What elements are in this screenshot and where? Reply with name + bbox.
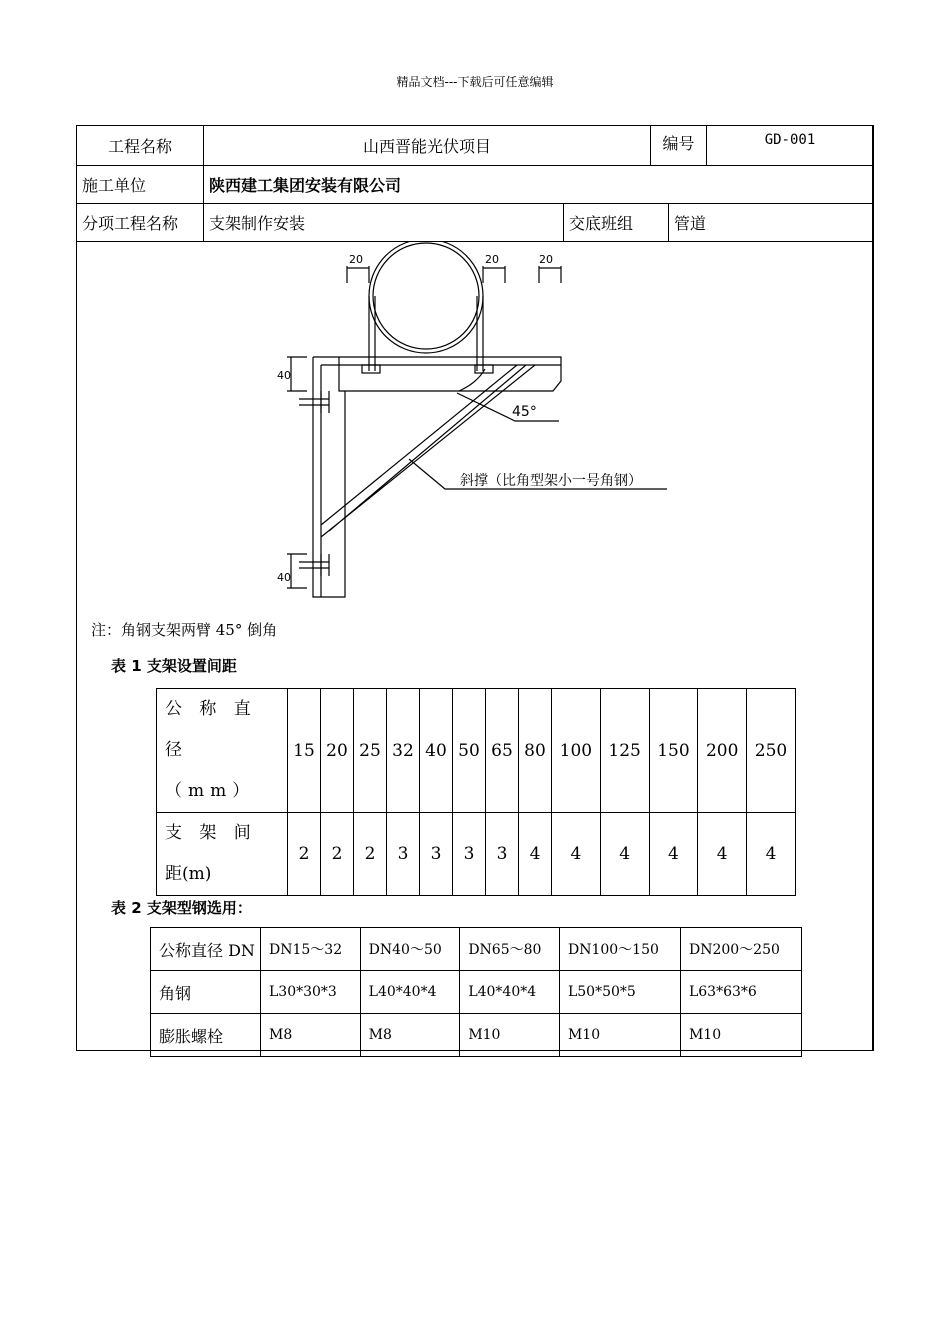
- table1-caption: 表 1 支架设置间距: [111, 657, 237, 675]
- spacing-cell: 2: [321, 813, 354, 896]
- spacing-row: [157, 813, 796, 896]
- expansion-bolt-top: [299, 391, 329, 413]
- table2-cell: L63*63*6: [680, 971, 801, 1014]
- dim-20-c: 20: [539, 253, 553, 266]
- team-label: 交底班组: [564, 203, 669, 241]
- table2-cell: DN40～50: [360, 928, 460, 971]
- steel-selection-table: [150, 927, 802, 1057]
- note-text: 注：角钢支架两臂 45° 倒角: [91, 621, 278, 639]
- expansion-bolt-bottom: [299, 554, 329, 576]
- spacing-cell: 3: [420, 813, 453, 896]
- spacing-cell: 3: [387, 813, 420, 896]
- table2-cell: L30*30*3: [261, 971, 361, 1014]
- code-value: GD-001: [764, 132, 816, 148]
- subproject-value: 支架制作安装: [204, 203, 564, 241]
- table2-cell: DN200～250: [680, 928, 801, 971]
- dim-40-bottom: 40: [277, 571, 291, 584]
- table2-cell: 膨胀螺栓: [151, 1014, 261, 1057]
- u-bolt: [369, 296, 483, 371]
- info-row-project: [77, 126, 872, 166]
- team-value: 管道: [674, 213, 707, 233]
- spacing-cell: 3: [453, 813, 486, 896]
- diameter-cell: 125: [600, 689, 649, 813]
- table2-cell: 公称直径 DN: [151, 928, 261, 971]
- spacing-cell: 2: [354, 813, 387, 896]
- dim-20-b: 20: [485, 253, 499, 266]
- brace-label: 斜撑（比角型架小一号角钢）: [460, 473, 642, 489]
- table2-cell: DN15～32: [261, 928, 361, 971]
- spacing-cell: 3: [486, 813, 519, 896]
- project-value: 山西晋能光伏项目: [204, 126, 651, 165]
- angle-leader: [457, 393, 559, 421]
- spacing-cell: 4: [649, 813, 698, 896]
- info-row-subproject: [77, 203, 872, 242]
- info-row-contractor: [77, 165, 872, 204]
- spacing-cell: 4: [747, 813, 796, 896]
- table2-row-bolt: [151, 1014, 802, 1057]
- spacing-cell: 4: [519, 813, 552, 896]
- subproject-label: 分项工程名称: [77, 203, 204, 241]
- diameter-cell: 50: [453, 689, 486, 813]
- table2-cell: DN65～80: [460, 928, 560, 971]
- diameter-cell: 20: [321, 689, 354, 813]
- spacing-cell: 4: [552, 813, 601, 896]
- spacing-cell: 4: [600, 813, 649, 896]
- spacing-header-line2: 距(m): [165, 864, 212, 884]
- diameter-cell: 80: [519, 689, 552, 813]
- diameter-cell: 32: [387, 689, 420, 813]
- code-label: 编号: [651, 126, 707, 165]
- contractor-label: 施工单位: [77, 165, 204, 203]
- project-label: 工程名称: [77, 126, 204, 165]
- diameter-header-line3: （mm）: [165, 781, 256, 801]
- diameter-cell: 150: [649, 689, 698, 813]
- dim-40-top: 40: [277, 369, 291, 382]
- table2-cell: DN100～150: [559, 928, 680, 971]
- spacing-cell: 2: [288, 813, 321, 896]
- table2-cell: 角钢: [151, 971, 261, 1014]
- diameter-row: [157, 689, 796, 813]
- diameter-cell: 250: [747, 689, 796, 813]
- diameter-cell: 100: [552, 689, 601, 813]
- dim-lines: [347, 266, 561, 283]
- diameter-cell: 65: [486, 689, 519, 813]
- spacing-header-line1: 支 架 间: [165, 823, 257, 843]
- table2-caption: 表 2 支架型钢选用：: [111, 899, 252, 917]
- table2-row-angle: [151, 971, 802, 1014]
- diameter-header: [157, 689, 288, 813]
- form-frame: [76, 125, 874, 1051]
- dim-20-a: 20: [349, 253, 363, 266]
- spacing-header: [157, 813, 288, 896]
- header-note: 精品文档---下载后可任意编辑: [396, 75, 554, 89]
- support-spacing-table: [156, 688, 796, 896]
- diameter-cell: 25: [354, 689, 387, 813]
- table2-cell: M10: [680, 1014, 801, 1057]
- spacing-cell: 4: [698, 813, 747, 896]
- diameter-cell: 15: [288, 689, 321, 813]
- table2-cell: M8: [360, 1014, 460, 1057]
- table2-cell: M8: [261, 1014, 361, 1057]
- angle-label: 45°: [512, 404, 537, 420]
- table2-cell: M10: [460, 1014, 560, 1057]
- table2-row-dn: [151, 928, 802, 971]
- diameter-header-line1: 公 称 直: [165, 699, 257, 719]
- diameter-cell: 40: [420, 689, 453, 813]
- diameter-cell: 200: [698, 689, 747, 813]
- table2-cell: L40*40*4: [360, 971, 460, 1014]
- diameter-header-line2: 径: [165, 740, 188, 760]
- table2-cell: M10: [559, 1014, 680, 1057]
- contractor-value: 陕西建工集团安装有限公司: [209, 175, 402, 195]
- table2-cell: L40*40*4: [460, 971, 560, 1014]
- pipe-circle: [369, 241, 483, 353]
- table2-cell: L50*50*5: [559, 971, 680, 1014]
- support-bracket-drawing: [77, 241, 873, 611]
